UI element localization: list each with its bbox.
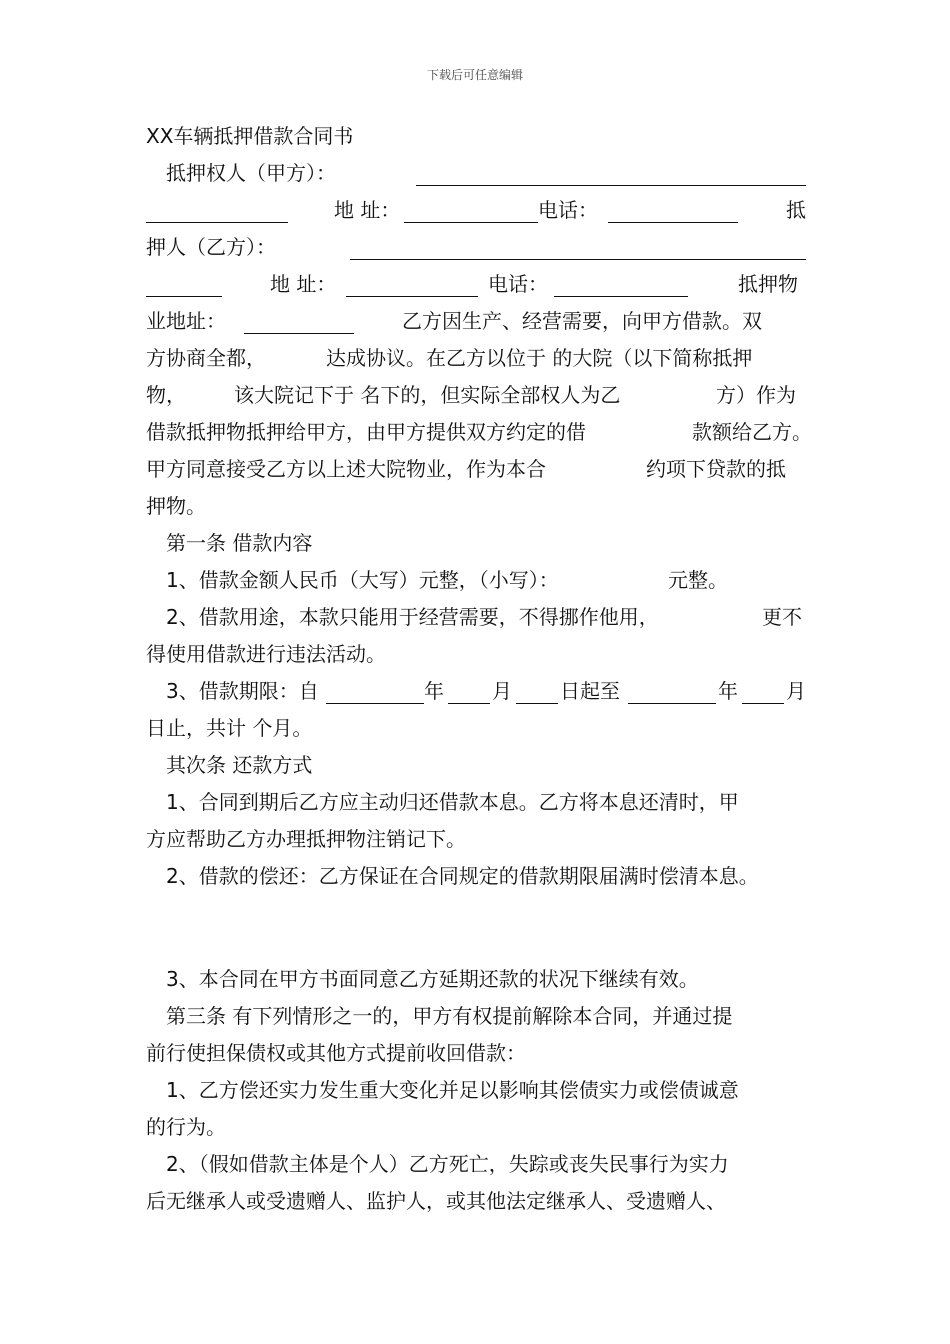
article2-title: 其次条 还款方式 (166, 753, 313, 777)
para1-line1-a: 方协商全都， (146, 346, 266, 370)
end-year-label: 年 (718, 679, 738, 703)
property-label-part2: 业地址： (146, 309, 226, 333)
para1-line1-b: 达成协议。在乙方以位于 的大院（以下简称抵押 (326, 346, 753, 370)
mortgagor-blank (350, 233, 806, 260)
property-address-line (146, 303, 810, 340)
article1-title: 第一条 借款内容 (166, 531, 313, 555)
para1-line2-a: 物， (146, 383, 186, 407)
end-month-label: 月 (786, 679, 806, 703)
mortgagor-label-part1: 抵 (786, 198, 806, 222)
property-address-blank (244, 307, 354, 334)
page-header-note: 下载后可任意编辑 (426, 68, 523, 82)
para1-line2 (146, 377, 810, 414)
loan-term-label: 3、借款期限：自 (166, 679, 319, 703)
article1-item2-cont: 得使用借款进行违法活动。 (146, 642, 386, 666)
article3-title: 第三条 有下列情形之一的，甲方有权提前解除本合同，并通过提 (166, 1004, 733, 1028)
mortgagee-blank (416, 159, 806, 186)
start-month-blank (448, 677, 490, 704)
mortgagor-phone-blank (554, 270, 688, 297)
mortgagor-line (146, 229, 810, 266)
mortgagor-name-blank (146, 270, 222, 297)
article3-item1: 1、乙方偿还实力发生重大变化并足以影响其偿债实力或偿债诚意 (166, 1078, 739, 1102)
start-year-label: 年 (424, 679, 444, 703)
article1-item3-cont: 日止，共计 个月。 (146, 716, 313, 740)
article1-item1-a: 1、借款金额人民币（大写）元整，（小写）： (166, 568, 559, 592)
para1-line3 (146, 414, 810, 451)
contract-body (146, 118, 810, 1220)
para1-line2-b: 该大院记下于 名下的，但实际全部权人为乙 (234, 383, 621, 407)
mortgagor-address-label: 地 址： (270, 272, 337, 296)
contract-title: XX车辆抵押借款合同书 (146, 124, 354, 148)
article1-item2 (146, 599, 810, 636)
article2-item1-cont: 方应帮助乙方办理抵押物注销记下。 (146, 827, 466, 851)
article1-item1-b: 元整。 (668, 568, 728, 592)
mortgagee-name-blank (146, 196, 288, 223)
mortgagor-address-blank (346, 270, 478, 297)
mortgagee-label: 抵押权人（甲方）： (166, 161, 336, 185)
mortgagee-phone-blank (608, 196, 738, 223)
article3-title-cont: 前行使担保债权或其他方式提前收回借款： (146, 1041, 526, 1065)
spacer (146, 895, 810, 961)
para1-line3-a: 借款抵押物抵押给甲方，由甲方提供双方约定的借 (146, 420, 586, 444)
article1-item1 (146, 562, 810, 599)
para1-line5: 押物。 (146, 494, 206, 518)
para1-line3-b: 款额给乙方。 (692, 420, 812, 444)
article2-item3: 3、本合同在甲方书面同意乙方延期还款的状况下继续有效。 (166, 967, 699, 991)
start-day-label: 日起至 (560, 679, 620, 703)
mortgagor-label-part2: 押人（乙方）： (146, 235, 276, 259)
para1-line4-b: 约项下贷款的抵 (646, 457, 786, 481)
property-label-part1: 抵押物 (738, 272, 798, 296)
mortgagor-address-line (146, 266, 810, 303)
mortgagee-address-label: 地 址： (334, 198, 401, 222)
end-month-blank (742, 677, 784, 704)
article3-item1-cont: 的行为。 (146, 1115, 226, 1139)
article2-item2: 2、借款的偿还：乙方保证在合同规定的借款期限届满时偿清本息。 (166, 864, 759, 888)
mortgagee-line (146, 155, 810, 192)
article1-item2-b: 更不 (762, 605, 802, 629)
para1-line1 (146, 340, 810, 377)
loan-purpose-text: 乙方因生产、经营需要，向甲方借款。双 (402, 309, 762, 333)
para1-line4 (146, 451, 810, 488)
article3-item2-cont: 后无继承人或受遗赠人、监护人，或其他法定继承人、受遗赠人、 (146, 1189, 726, 1213)
start-year-blank (326, 677, 424, 704)
article1-item3 (146, 673, 810, 710)
article2-item1: 1、合同到期后乙方应主动归还借款本息。乙方将本息还清时，甲 (166, 790, 739, 814)
start-month-label: 月 (492, 679, 512, 703)
para1-line2-c: 方）作为 (716, 383, 796, 407)
article3-item2: 2、（假如借款主体是个人）乙方死亡，失踪或丧失民事行为实力 (166, 1152, 729, 1176)
para1-line4-a: 甲方同意接受乙方以上述大院物业，作为本合 (146, 457, 546, 481)
end-year-blank (628, 677, 716, 704)
article1-item2-a: 2、借款用途，本款只能用于经营需要，不得挪作他用， (166, 605, 659, 629)
start-day-blank (516, 677, 558, 704)
mortgagor-phone-label: 电话： (488, 272, 548, 296)
mortgagee-address-line (146, 192, 810, 229)
mortgagee-address-blank (404, 196, 538, 223)
mortgagee-phone-label: 电话： (538, 198, 598, 222)
